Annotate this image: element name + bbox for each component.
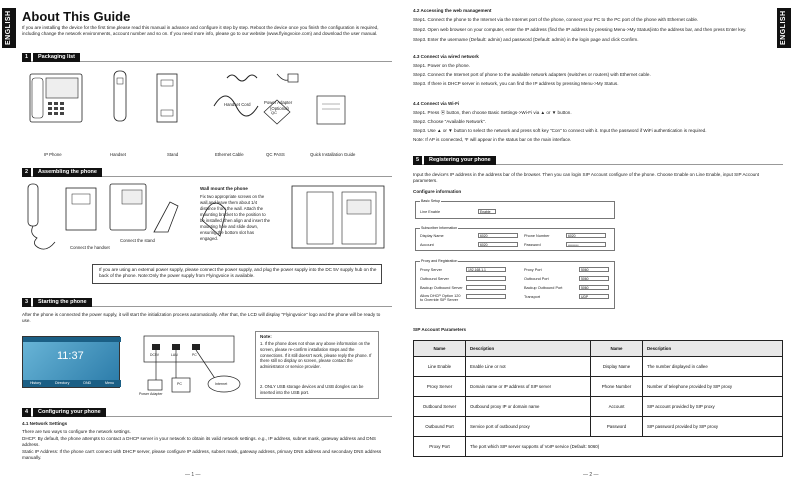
network-settings-title: 4.1 Network Settings — [22, 421, 68, 426]
configure-info-title: Configure information — [413, 189, 462, 194]
label-ethernet-cable: Ethernet Cable — [215, 152, 244, 157]
label-ip-phone: IP Phone — [44, 152, 62, 157]
subscriber-group: Subscriber Information Display Name 6020 Phone Number 6020 Account 6020 Password •••••••••• — [415, 228, 615, 251]
web-step-3: Step3. Enter the username (Default: admin) and password (Default: admin) in the login page and click Confirm. — [413, 37, 639, 42]
web-management-title: 4.2 Accessing the web management — [413, 8, 492, 13]
wired-step-2: Step2. Connect the Internet port of phone to the available network adapters (switches or routers) with Ethernet cable. — [413, 72, 651, 77]
backup-port-input[interactable]: 5060 — [579, 285, 609, 290]
handset-connect-icon — [28, 184, 96, 249]
lcd-softkeys — [23, 380, 121, 387]
network-text-3: Static IP Address: If the phone can't connect with DHCP server, please configure IP address, subnet mask, gateway address, primary DNS address and secondary DNS address manually. — [22, 449, 382, 461]
phone-number-input[interactable]: 6020 — [566, 233, 606, 238]
sip-params-table — [413, 340, 783, 457]
svg-text:QC: QC — [271, 110, 277, 115]
proxy-port-input[interactable]: 5060 — [579, 267, 609, 272]
ip-phone-icon — [30, 74, 82, 122]
basic-setup-group: Basic Setup Line Enable Enable — [415, 201, 615, 219]
label-connect-stand: Connect the stand — [120, 238, 155, 243]
outbound-server-input[interactable] — [466, 276, 506, 281]
wifi-step-3: Step3. Use ▲ or ▼ button to select the network and press soft key "Con" to connect with it. Input the password if WiFi authentication is required. — [413, 128, 707, 133]
table-row: Proxy Port The port which SIP server supports of VoIP service (Default: 5060) — [414, 437, 783, 457]
label-quick-guide: Quick Installation Guide — [310, 152, 356, 157]
lcd-clock: 11:37 — [57, 350, 84, 362]
label-power-adapter: Power Adapter — [264, 100, 293, 105]
label-connect-handset: Connect the handset — [70, 245, 110, 250]
wifi-step-2: Step2. Choose "Available Network". — [413, 119, 486, 124]
table-row: Outbound Port Service port of outbound proxy Password SIP password provided by SIP proxy — [414, 417, 783, 437]
lcd-screen — [22, 336, 120, 388]
proxy-server-input[interactable]: 192.168.1.1 — [466, 267, 506, 272]
label-handset-cord: Handset Cord — [224, 102, 251, 107]
wired-title: 4.3 Connect via wired network — [413, 54, 479, 59]
packaging-illustrations — [22, 66, 392, 156]
line-enable-select[interactable]: Enable — [478, 209, 496, 214]
label-handset: Handset — [110, 152, 127, 157]
section-packaging: 1 Packaging list — [22, 53, 392, 62]
label-power-adapter-diag: Power Adapter — [139, 392, 163, 396]
network-text-2: DHCP: By default, the phone attempts to contact a DHCP server in your network to obtain its valid network settings. e.g., IP address, subnet mask, gateway address and DNS address. — [22, 436, 376, 448]
section-registering: 5 Registering your phone — [413, 156, 783, 165]
page-title: About This Guide — [22, 9, 131, 24]
handset-cord-icon — [227, 75, 257, 81]
page-right — [397, 0, 793, 485]
connection-diagram — [126, 332, 252, 400]
softkey-history[interactable]: History — [29, 381, 42, 385]
wired-step-3: Step3. If there is DHCP server in network, you can find the IP address by pressing Menu->My Status. — [413, 81, 619, 86]
label-pc-port: PC — [192, 353, 197, 357]
account-input[interactable]: 6020 — [478, 242, 518, 247]
page-number: — 2 — — [583, 472, 599, 478]
label-stand: Stand — [167, 152, 179, 157]
power-note-box — [92, 264, 382, 284]
language-tab: ENGLISH — [2, 8, 16, 48]
wall-mount-title: Wall mount the phone — [200, 186, 248, 191]
section-assembling: 2 Assembling the phone — [22, 168, 392, 177]
table-row: Line Enable Enable Line or not Display Name The number displayed in callee — [414, 357, 783, 377]
quick-guide-icon — [317, 96, 345, 124]
label-optional: (Optional) — [270, 106, 289, 111]
outbound-port-input[interactable]: 5060 — [579, 276, 609, 281]
page-number: — 1 — — [185, 472, 201, 478]
stand-icon — [157, 74, 177, 122]
allow-dhcp-select[interactable] — [466, 294, 506, 299]
page-left — [0, 0, 396, 485]
wifi-step-1: Step1. Press ⦿ button, then choose Basic Settings->Wi-Fi via ▲ or ▼ button. — [413, 110, 572, 115]
section-starting: 3 Starting the phone — [22, 298, 392, 307]
label-internet: Internet — [215, 382, 228, 386]
label-lan: LAN — [171, 353, 178, 357]
wifi-title: 4.4 Connect via Wi-Fi — [413, 101, 460, 106]
table-row: Outbound Server Outbound proxy IP or domain name Account SIP account provided by SIP proxy — [414, 397, 783, 417]
table-header-row: Name Description Name Description — [414, 341, 783, 357]
label-dc5v: DC5V — [150, 353, 160, 357]
web-step-2: Step2. Open web browser on your computer, enter the IP address (find the IP address by pressing Menu->My Status)into the address bar, and then press Enter key. — [413, 27, 747, 32]
power-adapter-diagram-icon — [148, 380, 162, 390]
web-step-1: Step1. Connect the phone to the Internet via the Internet port of the phone, connect your PC to the PC port of the phone with Ethernet cable. — [413, 17, 699, 22]
softkey-dnd[interactable]: DND — [83, 381, 92, 385]
backup-server-input[interactable] — [466, 285, 506, 290]
stand-connect-icon — [110, 184, 178, 232]
wired-step-1: Step1. Power on the phone. — [413, 63, 470, 68]
password-input[interactable]: •••••••••• — [566, 242, 606, 247]
note-title: Note: — [260, 334, 272, 339]
softkey-directory[interactable]: Directory — [55, 381, 70, 385]
table-row: Proxy Server Domain name or IP address of SIP server Phone Number Number of telephone provided by SIP proxy — [414, 377, 783, 397]
label-qc-pass: QC PASS — [266, 152, 285, 157]
intro-text: If you are installing the device for the first time,please read this manual in advance and configure it step by step. Reboot the device once you finish the configuration is required, including change the network environments, account number and so on. If you need more info, please go to our website (www.flyingvoice.com) and download the user manual. — [22, 25, 379, 37]
network-text-1: There are two ways to configure the network settings. — [22, 429, 131, 434]
wall-mount-text: Fix two appropriate screws on the wall,and leave them about 1/4 distance from the wall. Attach the mounting bracket to the position to be installed, then align and insert the mounting hole and slide down, ensuring the bottom slot has engaged. — [200, 194, 270, 241]
start-text: After the phone is connected the power supply, it will start the initialization process automatically. After that, the LCD will display "Flyingvoice" logo and the phone will be ready to use. — [22, 312, 381, 324]
transport-select[interactable]: UDP — [579, 294, 609, 299]
display-name-input[interactable]: 6020 — [478, 233, 518, 238]
handset-icon — [114, 71, 126, 121]
lcd-status-bar — [23, 337, 121, 342]
note-box — [255, 331, 379, 399]
power-note-text: If you are using an external power supply, please connect the power supply, and plug the power supply into the DC 5V supply hub on the back of the phone. Note:Only the power supply from Flyingvoice is available. — [99, 267, 377, 279]
note-1: 1. If the phone does not show any above information on the screen, please re-confirm installation steps and the connections. If it still doesn't work, please reply the phone. If there still no display on screen, please contact the administrator or service provider. — [260, 341, 372, 370]
softkey-menu[interactable]: Menu — [105, 381, 115, 385]
wifi-note: Note: If AP is connected, ᯤ will appear in the status bar on the main interface. — [413, 137, 572, 142]
sip-params-title: SIP Account Parameters — [413, 327, 467, 332]
note-2: 2. ONLY USB storage devices and USB dongles can be inserted into the USB port. — [260, 384, 364, 395]
label-pc: PC — [177, 382, 182, 386]
power-adapter-icon — [277, 74, 298, 82]
proxy-group: Proxy and Registration Proxy Server 192.168.1.1 Proxy Port 5060 Outbound Server Outbound Port 5060 Backup Outbound Server Backup Outbound Port 5060 Allow DHCP Option 120 to Override SIP Server Transport UDP — [415, 261, 615, 309]
language-tab: ENGLISH — [777, 8, 791, 48]
section-configuring: 4 Configuring your phone — [22, 408, 392, 417]
register-text: Input the device's IP address in the address bar of the browser. Then you can login SIP Account configure of the phone. Choose Enable on Line Enable, input SIP Account parameters. — [413, 172, 760, 184]
